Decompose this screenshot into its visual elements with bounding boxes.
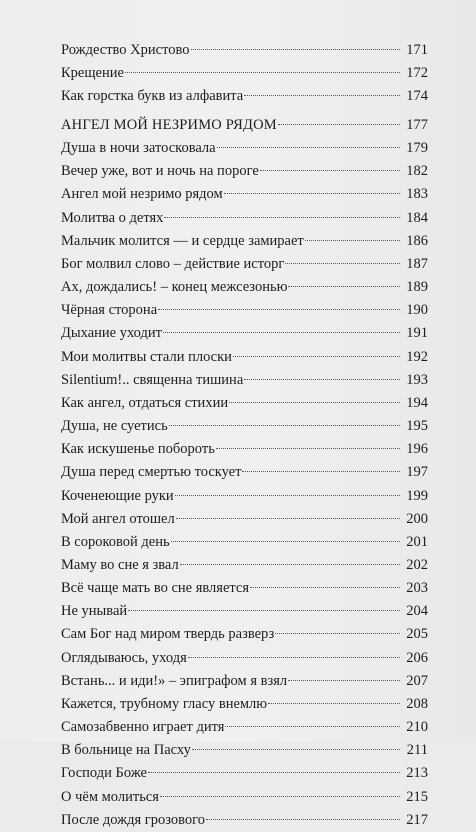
toc-entry-title: О чём молиться — [61, 788, 159, 805]
toc-entry — [61, 531, 428, 554]
toc-page-number: 193 — [406, 371, 428, 388]
toc-entry — [61, 85, 428, 108]
dot-leader — [180, 564, 400, 565]
toc-page-number: 191 — [406, 325, 428, 342]
dot-leader — [175, 495, 400, 496]
toc-page-number: 211 — [406, 742, 428, 759]
toc-entry-title: Душа перед смертью тоскует — [61, 464, 242, 481]
toc-entry-title: Бог молвил слово – действие исторг — [61, 255, 285, 272]
dot-leader — [188, 657, 400, 658]
toc-entry — [61, 577, 428, 600]
toc-entry — [61, 762, 428, 785]
toc-page-number: 195 — [406, 418, 428, 435]
dot-leader — [191, 49, 401, 50]
toc-page-number: 206 — [406, 649, 428, 666]
toc-entry — [61, 230, 428, 253]
toc-page-number: 197 — [406, 464, 428, 481]
toc-entry — [61, 623, 428, 646]
toc-entry — [61, 392, 428, 415]
toc-entry-title: Встань... и иди!» – эпиграфом я взял — [61, 672, 288, 689]
toc-page-number: 205 — [406, 626, 428, 643]
toc-entry — [61, 461, 428, 484]
toc-page-number: 186 — [406, 232, 428, 249]
toc-entry — [61, 693, 428, 716]
toc-entry — [61, 809, 428, 832]
dot-leader — [125, 72, 400, 73]
toc-entry-title: Мальчик молится — и сердце замирает — [61, 232, 304, 249]
toc-page-number: 202 — [406, 556, 428, 573]
dot-leader — [206, 819, 400, 820]
toc-page-number: 190 — [406, 302, 428, 319]
dot-leader — [305, 240, 400, 241]
toc-entry — [61, 716, 428, 739]
toc-entry-title: Не унывай — [61, 603, 128, 620]
toc-section-heading — [61, 114, 428, 137]
toc-page-number: 194 — [406, 394, 428, 411]
toc-entry-title: Сам Бог над миром твердь разверз — [61, 626, 275, 643]
toc-entry-title: Рождество Христово — [61, 42, 190, 58]
toc-entry — [61, 485, 428, 508]
toc-entry-title: Ах, дождались! – конец межсезонью — [61, 279, 288, 296]
toc-entry — [61, 554, 428, 577]
toc-page-number: 199 — [406, 487, 428, 504]
toc-entry — [61, 670, 428, 693]
toc-page-number: 179 — [406, 140, 428, 157]
toc-page-number: 215 — [406, 788, 428, 805]
toc-entry — [61, 322, 428, 345]
toc-list-top — [61, 39, 428, 108]
toc-page-number: 184 — [406, 209, 428, 226]
toc-entry — [61, 160, 428, 183]
toc-page-number: 217 — [406, 811, 428, 828]
dot-leader — [278, 124, 400, 125]
dot-leader — [192, 749, 400, 750]
toc-entry-title: Как искушенье побороть — [61, 441, 215, 458]
toc-entry-title: Дыхание уходит — [61, 325, 162, 342]
toc-entry-title: Самозабвенно играет дитя — [61, 719, 225, 736]
dot-leader — [229, 402, 400, 403]
toc-entry-title: Крещение — [61, 65, 124, 82]
toc-entry-title: Душа, не суетись — [61, 418, 168, 435]
toc-entry-title: Чёрная сторона — [61, 302, 158, 319]
dot-leader — [176, 518, 400, 519]
toc-entry — [61, 438, 428, 461]
toc-page-number: 203 — [406, 580, 428, 597]
toc-page-number: 177 — [406, 117, 428, 133]
dot-leader — [268, 703, 400, 704]
dot-leader — [233, 356, 400, 357]
toc-entry — [61, 739, 428, 762]
toc-page-number: 201 — [406, 533, 428, 550]
toc-entry-title: Кажется, трубному гласу внемлю — [61, 695, 268, 712]
toc-entry — [61, 600, 428, 623]
toc-page-number: 171 — [406, 42, 428, 58]
toc-entry-title: Коченеющие руки — [61, 487, 174, 504]
toc-page-number: 189 — [406, 279, 428, 296]
toc-entry — [61, 137, 428, 160]
toc-entry — [61, 299, 428, 322]
toc-entry-title: В больнице на Пасху — [61, 742, 191, 759]
toc-entry-title: Мои молитвы стали плоски — [61, 348, 232, 365]
toc-entry-title: Как ангел, отдаться стихии — [61, 394, 229, 411]
toc-page-number: 174 — [406, 88, 428, 105]
toc-entry — [61, 62, 428, 85]
toc-page-number: 204 — [406, 603, 428, 620]
dot-leader — [225, 726, 400, 727]
dot-leader — [260, 170, 400, 171]
toc-entry-title: Ангел мой незримо рядом — [61, 186, 223, 203]
toc-entry — [61, 39, 428, 62]
dot-leader — [128, 610, 400, 611]
toc-page-number: 183 — [406, 186, 428, 203]
dot-leader — [148, 772, 400, 773]
dot-leader — [288, 286, 400, 287]
toc-entry — [61, 253, 428, 276]
dot-leader — [242, 471, 400, 472]
toc-page-number: 213 — [406, 765, 428, 782]
toc-entry — [61, 183, 428, 206]
toc-page-number: 200 — [406, 510, 428, 527]
toc-page-number: 210 — [406, 719, 428, 736]
dot-leader — [224, 193, 400, 194]
toc-entry-title: В сороковой день — [61, 533, 170, 550]
toc-entry-title: Господи Боже — [61, 765, 147, 782]
toc-page-number: 187 — [406, 255, 428, 272]
dot-leader — [250, 587, 400, 588]
toc-page-number: 207 — [406, 672, 428, 689]
toc-entry-title: Вечер уже, вот и ночь на пороге — [61, 163, 259, 180]
toc-list-main — [61, 114, 428, 832]
toc-entry-title: Душа в ночи затосковала — [61, 140, 216, 157]
dot-leader — [160, 796, 400, 797]
dot-leader — [158, 309, 400, 310]
toc-page-number: 196 — [406, 441, 428, 458]
dot-leader — [216, 448, 400, 449]
toc-entry-title: После дождя грозового — [61, 811, 205, 828]
toc-entry-title: Молитва о детях — [61, 209, 164, 226]
dot-leader — [244, 95, 400, 96]
toc-entry-title: Всё чаще мать во сне является — [61, 580, 249, 597]
dot-leader — [169, 425, 400, 426]
toc-entry-title: Оглядываюсь, уходя — [61, 649, 187, 666]
toc-entry — [61, 276, 428, 299]
toc-entry-title: АНГЕЛ МОЙ НЕЗРИМО РЯДОМ — [61, 117, 277, 133]
dot-leader — [217, 147, 400, 148]
toc-entry-title: Мой ангел отошел — [61, 510, 175, 527]
toc-page-number: 172 — [406, 65, 428, 82]
toc-entry — [61, 786, 428, 809]
dot-leader — [285, 263, 400, 264]
toc-entry — [61, 369, 428, 392]
toc-entry — [61, 346, 428, 369]
toc-entry — [61, 207, 428, 230]
toc-entry — [61, 508, 428, 531]
toc-page-number: 208 — [406, 695, 428, 712]
dot-leader — [244, 379, 400, 380]
toc-entry — [61, 415, 428, 438]
toc-entry-title: Silentium!.. священна тишина — [61, 371, 244, 388]
toc-page-number: 182 — [406, 163, 428, 180]
toc-entry-title: Как горстка букв из алфавита — [61, 88, 244, 105]
dot-leader — [163, 332, 400, 333]
dot-leader — [171, 541, 400, 542]
dot-leader — [288, 680, 400, 681]
dot-leader — [164, 217, 400, 218]
toc-entry — [61, 647, 428, 670]
toc-entry-title: Маму во сне я звал — [61, 556, 179, 573]
dot-leader — [275, 633, 400, 634]
toc-page-number: 192 — [406, 348, 428, 365]
